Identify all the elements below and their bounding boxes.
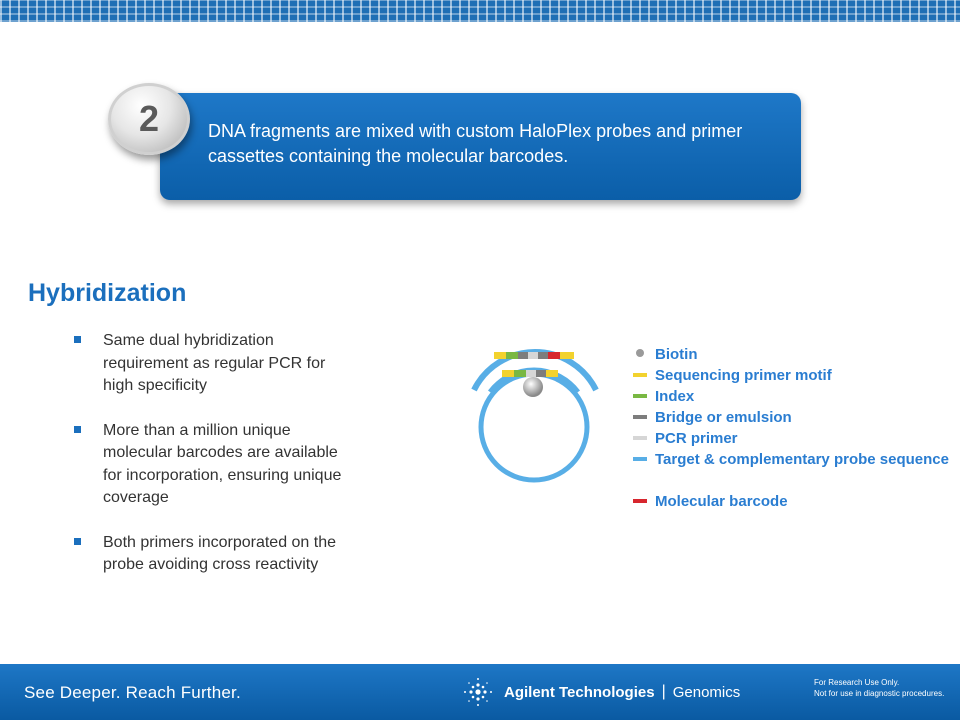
blue-bar-icon <box>633 457 647 461</box>
legend-label: Target & complementary probe sequence <box>655 451 949 468</box>
step-number-badge: 2 <box>108 83 190 155</box>
haloplex-probe-diagram <box>470 340 610 490</box>
segment-sequencing-primer <box>546 370 558 377</box>
dark-gray-bar-icon <box>633 415 647 419</box>
step-banner <box>160 93 801 200</box>
bullet-text: Both primers incorporated on the probe avoiding cross reactivity <box>103 533 337 573</box>
disclaimer-line: For Research Use Only. <box>814 678 900 687</box>
legend-item-molecular-barcode <box>633 491 949 512</box>
bullet-item <box>72 532 342 577</box>
segment-bridge <box>536 370 546 377</box>
legend-item-index <box>633 386 949 407</box>
square-bullet-icon <box>74 426 81 433</box>
segment-sequencing-primer <box>560 352 574 359</box>
legend-item-target <box>633 449 949 491</box>
square-bullet-icon <box>74 538 81 545</box>
legend-label: Molecular barcode <box>655 493 788 510</box>
legend-item-pcr-primer <box>633 428 949 449</box>
legend-label: Index <box>655 388 695 405</box>
bullet-item <box>72 420 342 510</box>
bullet-text: More than a million unique molecular barcodes are available for incorporation, ensuring unique coverage <box>103 421 342 506</box>
disclaimer <box>814 677 944 699</box>
segment-pcr-primer <box>526 370 536 377</box>
agilent-spark-icon <box>462 676 494 708</box>
segment-bridge <box>518 352 528 359</box>
outer-probe-segments <box>494 352 574 359</box>
company-name: Agilent Technologies <box>504 683 655 701</box>
yellow-bar-icon <box>633 373 647 377</box>
legend-item-biotin <box>633 344 949 365</box>
bullet-text: Same dual hybridization requirement as regular PCR for high specificity <box>103 332 326 394</box>
red-bar-icon <box>633 499 647 503</box>
bullet-list <box>72 330 342 599</box>
bullet-item <box>72 330 342 398</box>
top-decorative-band <box>0 0 960 22</box>
segment-sequencing-primer <box>502 370 514 377</box>
disclaimer-line: Not for use in diagnostic procedures. <box>814 689 945 698</box>
diagram-legend <box>633 344 949 512</box>
segment-sequencing-primer <box>494 352 506 359</box>
legend-label: PCR primer <box>655 430 738 447</box>
green-bar-icon <box>633 394 647 398</box>
light-gray-bar-icon <box>633 436 647 440</box>
step-description: DNA fragments are mixed with custom HaloPlex probes and primer cassettes containing the molecular barcodes. <box>208 121 743 166</box>
segment-index <box>506 352 518 359</box>
segment-molecular-barcode <box>548 352 560 359</box>
segment-pcr-primer <box>528 352 538 359</box>
square-bullet-icon <box>74 336 81 343</box>
legend-label: Biotin <box>655 346 698 363</box>
legend-item-sequencing-primer <box>633 365 949 386</box>
section-title: Hybridization <box>28 279 187 307</box>
segment-bridge <box>538 352 548 359</box>
footer-band <box>0 664 960 720</box>
division-name: Genomics <box>672 683 741 701</box>
legend-item-bridge <box>633 407 949 428</box>
legend-label: Sequencing primer motif <box>655 367 832 384</box>
logo-separator: | <box>661 683 666 700</box>
biotin-bead <box>523 377 543 397</box>
legend-label: Bridge or emulsion <box>655 409 792 426</box>
company-logo <box>462 676 740 708</box>
biotin-dot-icon <box>636 349 644 357</box>
segment-index <box>514 370 526 377</box>
inner-probe-segments <box>502 370 558 377</box>
footer-tagline: See Deeper. Reach Further. <box>24 683 241 702</box>
